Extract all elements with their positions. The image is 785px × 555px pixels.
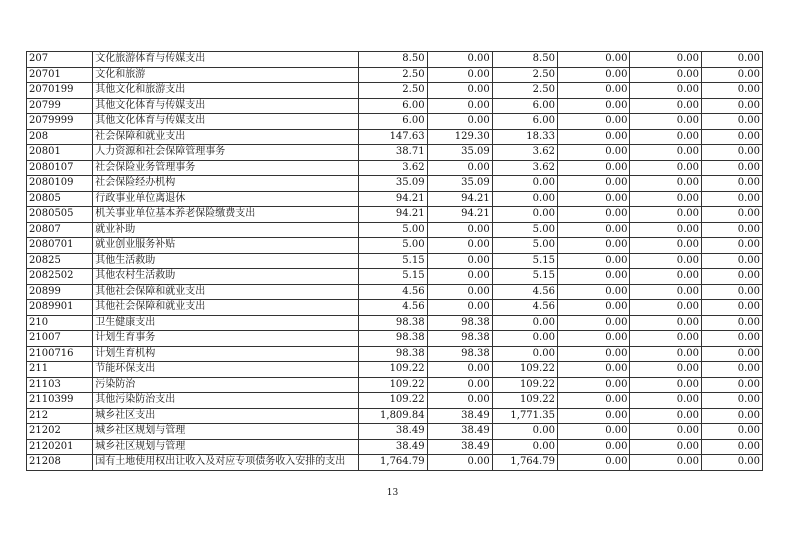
amount-cell: 0.00	[557, 331, 630, 347]
amount-cell: 6.00	[359, 98, 427, 114]
amount-cell: 0.00	[557, 222, 630, 238]
subject-name: 社会保障和就业支出	[93, 129, 359, 145]
amount-cell: 0.00	[701, 455, 762, 471]
amount-cell: 0.00	[557, 315, 630, 331]
amount-cell: 0.00	[630, 315, 701, 331]
table-row	[27, 346, 763, 362]
amount-cell: 3.62	[492, 160, 557, 176]
amount-cell: 5.00	[492, 238, 557, 254]
subject-name: 国有土地使用权出让收入及对应专项债务收入安排的支出	[93, 455, 359, 471]
amount-cell: 0.00	[701, 408, 762, 424]
amount-cell: 0.00	[630, 191, 701, 207]
subject-code: 2110399	[27, 393, 93, 409]
amount-cell: 4.56	[492, 284, 557, 300]
amount-cell: 0.00	[630, 83, 701, 99]
amount-cell: 98.38	[359, 315, 427, 331]
amount-cell: 35.09	[359, 176, 427, 192]
subject-code: 2080109	[27, 176, 93, 192]
amount-cell: 0.00	[701, 145, 762, 161]
amount-cell: 0.00	[701, 176, 762, 192]
amount-cell: 1,764.79	[359, 455, 427, 471]
amount-cell: 0.00	[630, 98, 701, 114]
amount-cell: 0.00	[427, 222, 492, 238]
amount-cell: 0.00	[557, 191, 630, 207]
amount-cell: 0.00	[701, 269, 762, 285]
amount-cell: 38.49	[359, 439, 427, 455]
amount-cell: 0.00	[557, 284, 630, 300]
amount-cell: 0.00	[701, 439, 762, 455]
amount-cell: 0.00	[701, 52, 762, 68]
amount-cell: 0.00	[557, 346, 630, 362]
subject-code: 20801	[27, 145, 93, 161]
amount-cell: 8.50	[492, 52, 557, 68]
amount-cell: 0.00	[557, 455, 630, 471]
amount-cell: 98.38	[427, 331, 492, 347]
amount-cell: 1,809.84	[359, 408, 427, 424]
subject-name: 文化旅游体育与传媒支出	[93, 52, 359, 68]
amount-cell: 0.00	[630, 424, 701, 440]
amount-cell: 5.15	[492, 253, 557, 269]
amount-cell: 0.00	[701, 83, 762, 99]
amount-cell: 109.22	[359, 393, 427, 409]
amount-cell: 0.00	[427, 52, 492, 68]
table-row	[27, 455, 763, 471]
amount-cell: 109.22	[492, 377, 557, 393]
amount-cell: 0.00	[701, 393, 762, 409]
amount-cell: 0.00	[427, 393, 492, 409]
amount-cell: 0.00	[557, 83, 630, 99]
amount-cell: 0.00	[492, 439, 557, 455]
amount-cell: 35.09	[427, 145, 492, 161]
amount-cell: 3.62	[492, 145, 557, 161]
amount-cell: 1,764.79	[492, 455, 557, 471]
amount-cell: 98.38	[359, 346, 427, 362]
amount-cell: 0.00	[701, 114, 762, 130]
amount-cell: 0.00	[701, 284, 762, 300]
amount-cell: 0.00	[557, 300, 630, 316]
amount-cell: 5.15	[492, 269, 557, 285]
subject-code: 21208	[27, 455, 93, 471]
subject-name: 其他污染防治支出	[93, 393, 359, 409]
subject-code: 2080107	[27, 160, 93, 176]
table-row	[27, 191, 763, 207]
amount-cell: 94.21	[427, 207, 492, 223]
amount-cell: 0.00	[557, 160, 630, 176]
amount-cell: 109.22	[359, 362, 427, 378]
amount-cell: 0.00	[492, 207, 557, 223]
table-row	[27, 176, 763, 192]
amount-cell: 0.00	[630, 393, 701, 409]
subject-code: 2080701	[27, 238, 93, 254]
subject-name: 计划生育机构	[93, 346, 359, 362]
subject-name: 行政事业单位离退休	[93, 191, 359, 207]
subject-name: 机关事业单位基本养老保险缴费支出	[93, 207, 359, 223]
amount-cell: 0.00	[427, 253, 492, 269]
amount-cell: 0.00	[557, 377, 630, 393]
amount-cell: 0.00	[630, 346, 701, 362]
subject-code: 20899	[27, 284, 93, 300]
amount-cell: 1,771.35	[492, 408, 557, 424]
amount-cell: 4.56	[359, 284, 427, 300]
amount-cell: 0.00	[701, 191, 762, 207]
amount-cell: 98.38	[427, 315, 492, 331]
amount-cell: 0.00	[557, 424, 630, 440]
amount-cell: 0.00	[427, 98, 492, 114]
amount-cell: 98.38	[427, 346, 492, 362]
amount-cell: 38.71	[359, 145, 427, 161]
table-row	[27, 439, 763, 455]
amount-cell: 0.00	[557, 52, 630, 68]
subject-name: 其他文化体育与传媒支出	[93, 114, 359, 130]
subject-code: 2082502	[27, 269, 93, 285]
subject-code: 21202	[27, 424, 93, 440]
amount-cell: 0.00	[701, 362, 762, 378]
subject-code: 207	[27, 52, 93, 68]
subject-name: 就业创业服务补贴	[93, 238, 359, 254]
subject-name: 社会保险业务管理事务	[93, 160, 359, 176]
subject-name: 其他生活救助	[93, 253, 359, 269]
subject-name: 文化和旅游	[93, 67, 359, 83]
subject-code: 20807	[27, 222, 93, 238]
amount-cell: 4.56	[359, 300, 427, 316]
subject-code: 20825	[27, 253, 93, 269]
amount-cell: 5.15	[359, 253, 427, 269]
table-row	[27, 145, 763, 161]
subject-name: 污染防治	[93, 377, 359, 393]
table-row	[27, 160, 763, 176]
amount-cell: 0.00	[630, 52, 701, 68]
amount-cell: 0.00	[427, 269, 492, 285]
table-row	[27, 362, 763, 378]
amount-cell: 0.00	[427, 67, 492, 83]
subject-name: 就业补助	[93, 222, 359, 238]
subject-name: 城乡社区规划与管理	[93, 439, 359, 455]
subject-code: 212	[27, 408, 93, 424]
page-number: 13	[386, 488, 399, 498]
amount-cell: 0.00	[630, 129, 701, 145]
amount-cell: 2.50	[492, 67, 557, 83]
table-row	[27, 114, 763, 130]
amount-cell: 0.00	[557, 129, 630, 145]
subject-code: 20805	[27, 191, 93, 207]
amount-cell: 0.00	[701, 222, 762, 238]
amount-cell: 0.00	[557, 98, 630, 114]
amount-cell: 0.00	[701, 98, 762, 114]
subject-code: 20799	[27, 98, 93, 114]
amount-cell: 6.00	[359, 114, 427, 130]
amount-cell: 38.49	[427, 408, 492, 424]
table-row	[27, 98, 763, 114]
subject-code: 208	[27, 129, 93, 145]
amount-cell: 6.00	[492, 114, 557, 130]
subject-name: 其他社会保障和就业支出	[93, 284, 359, 300]
subject-name: 城乡社区规划与管理	[93, 424, 359, 440]
amount-cell: 147.63	[359, 129, 427, 145]
amount-cell: 0.00	[630, 284, 701, 300]
subject-name: 其他农村生活救助	[93, 269, 359, 285]
amount-cell: 0.00	[630, 439, 701, 455]
subject-name: 社会保险经办机构	[93, 176, 359, 192]
amount-cell: 109.22	[492, 362, 557, 378]
amount-cell: 5.00	[359, 222, 427, 238]
amount-cell: 0.00	[427, 455, 492, 471]
amount-cell: 0.00	[557, 238, 630, 254]
table-row	[27, 393, 763, 409]
amount-cell: 18.33	[492, 129, 557, 145]
amount-cell: 0.00	[492, 346, 557, 362]
amount-cell: 0.00	[630, 362, 701, 378]
subject-code: 21103	[27, 377, 93, 393]
amount-cell: 0.00	[557, 393, 630, 409]
amount-cell: 0.00	[557, 253, 630, 269]
subject-name: 人力资源和社会保障管理事务	[93, 145, 359, 161]
amount-cell: 0.00	[492, 176, 557, 192]
amount-cell: 0.00	[557, 408, 630, 424]
table-row	[27, 67, 763, 83]
amount-cell: 0.00	[630, 67, 701, 83]
amount-cell: 94.21	[359, 207, 427, 223]
amount-cell: 5.00	[359, 238, 427, 254]
amount-cell: 0.00	[701, 331, 762, 347]
amount-cell: 0.00	[630, 238, 701, 254]
amount-cell: 0.00	[557, 114, 630, 130]
subject-code: 210	[27, 315, 93, 331]
subject-code: 2089901	[27, 300, 93, 316]
amount-cell: 6.00	[492, 98, 557, 114]
amount-cell: 0.00	[630, 253, 701, 269]
amount-cell: 0.00	[630, 455, 701, 471]
amount-cell: 0.00	[701, 160, 762, 176]
amount-cell: 0.00	[701, 346, 762, 362]
table-row	[27, 222, 763, 238]
amount-cell: 0.00	[557, 67, 630, 83]
amount-cell: 0.00	[630, 160, 701, 176]
table-row	[27, 284, 763, 300]
amount-cell: 0.00	[701, 207, 762, 223]
amount-cell: 0.00	[557, 439, 630, 455]
amount-cell: 0.00	[492, 191, 557, 207]
amount-cell: 0.00	[427, 284, 492, 300]
amount-cell: 109.22	[492, 393, 557, 409]
amount-cell: 0.00	[427, 160, 492, 176]
amount-cell: 0.00	[701, 129, 762, 145]
amount-cell: 94.21	[427, 191, 492, 207]
amount-cell: 0.00	[701, 67, 762, 83]
amount-cell: 5.00	[492, 222, 557, 238]
amount-cell: 0.00	[701, 253, 762, 269]
subject-name: 其他文化体育与传媒支出	[93, 98, 359, 114]
amount-cell: 0.00	[557, 145, 630, 161]
amount-cell: 129.30	[427, 129, 492, 145]
amount-cell: 0.00	[701, 424, 762, 440]
subject-name: 计划生育事务	[93, 331, 359, 347]
amount-cell: 0.00	[427, 238, 492, 254]
amount-cell: 0.00	[492, 315, 557, 331]
amount-cell: 0.00	[630, 408, 701, 424]
subject-code: 2079999	[27, 114, 93, 130]
amount-cell: 38.49	[359, 424, 427, 440]
table-row	[27, 424, 763, 440]
subject-name: 其他文化和旅游支出	[93, 83, 359, 99]
table-row	[27, 52, 763, 68]
subject-code: 211	[27, 362, 93, 378]
amount-cell: 0.00	[630, 377, 701, 393]
amount-cell: 0.00	[701, 238, 762, 254]
amount-cell: 0.00	[427, 300, 492, 316]
amount-cell: 0.00	[630, 207, 701, 223]
amount-cell: 4.56	[492, 300, 557, 316]
amount-cell: 2.50	[359, 83, 427, 99]
subject-code: 2080505	[27, 207, 93, 223]
amount-cell: 0.00	[630, 176, 701, 192]
table-row	[27, 207, 763, 223]
amount-cell: 0.00	[630, 300, 701, 316]
budget-table	[26, 51, 763, 471]
subject-code: 20701	[27, 67, 93, 83]
subject-code: 2100716	[27, 346, 93, 362]
table-row	[27, 253, 763, 269]
amount-cell: 0.00	[630, 222, 701, 238]
amount-cell: 0.00	[492, 424, 557, 440]
amount-cell: 98.38	[359, 331, 427, 347]
amount-cell: 109.22	[359, 377, 427, 393]
table-row	[27, 408, 763, 424]
amount-cell: 3.62	[359, 160, 427, 176]
amount-cell: 0.00	[701, 315, 762, 331]
amount-cell: 0.00	[427, 83, 492, 99]
amount-cell: 94.21	[359, 191, 427, 207]
amount-cell: 0.00	[427, 377, 492, 393]
amount-cell: 38.49	[427, 439, 492, 455]
table-body	[27, 52, 763, 471]
table-row	[27, 315, 763, 331]
amount-cell: 0.00	[557, 269, 630, 285]
subject-code: 2120201	[27, 439, 93, 455]
amount-cell: 0.00	[701, 377, 762, 393]
subject-name: 城乡社区支出	[93, 408, 359, 424]
table-row	[27, 300, 763, 316]
subject-code: 2070199	[27, 83, 93, 99]
table-row	[27, 331, 763, 347]
amount-cell: 0.00	[701, 300, 762, 316]
amount-cell: 5.15	[359, 269, 427, 285]
amount-cell: 38.49	[427, 424, 492, 440]
subject-name: 其他社会保障和就业支出	[93, 300, 359, 316]
amount-cell: 0.00	[630, 331, 701, 347]
subject-name: 卫生健康支出	[93, 315, 359, 331]
table-row	[27, 377, 763, 393]
subject-name: 节能环保支出	[93, 362, 359, 378]
amount-cell: 0.00	[492, 331, 557, 347]
amount-cell: 0.00	[557, 362, 630, 378]
amount-cell: 0.00	[557, 207, 630, 223]
amount-cell: 0.00	[630, 145, 701, 161]
subject-code: 21007	[27, 331, 93, 347]
table-row	[27, 129, 763, 145]
amount-cell: 8.50	[359, 52, 427, 68]
amount-cell: 35.09	[427, 176, 492, 192]
amount-cell: 0.00	[427, 362, 492, 378]
table-row	[27, 269, 763, 285]
table-row	[27, 83, 763, 99]
amount-cell: 2.50	[492, 83, 557, 99]
amount-cell: 0.00	[427, 114, 492, 130]
table-row	[27, 238, 763, 254]
amount-cell: 0.00	[557, 176, 630, 192]
amount-cell: 0.00	[630, 269, 701, 285]
amount-cell: 0.00	[630, 114, 701, 130]
amount-cell: 2.50	[359, 67, 427, 83]
